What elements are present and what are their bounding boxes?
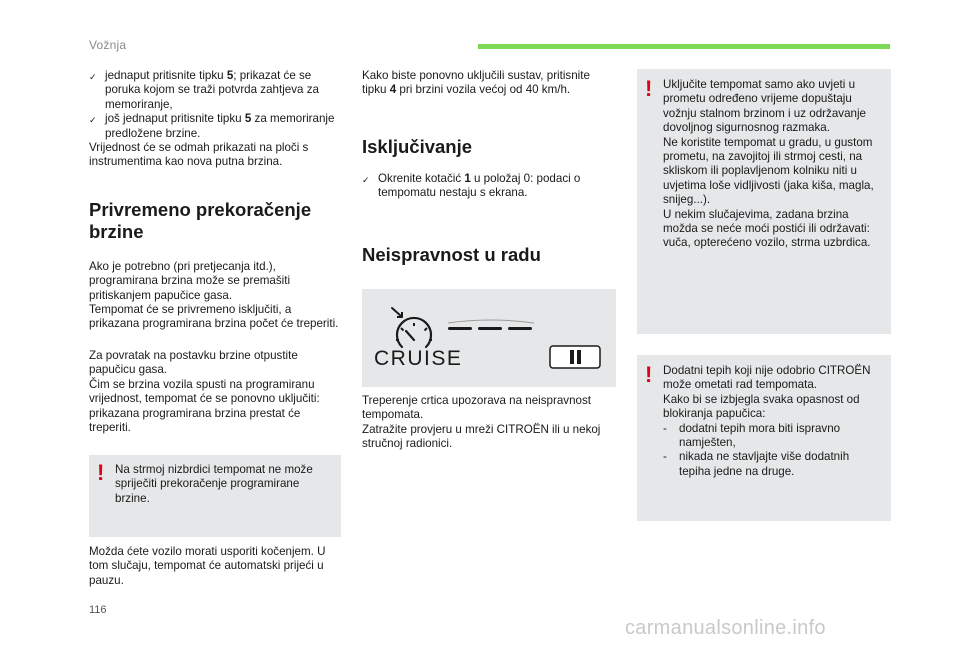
cruise-display-illustration	[362, 289, 616, 387]
column-1	[89, 69, 341, 435]
checkmark-icon: ✓	[89, 115, 97, 126]
cruise-label: CRUISE	[374, 347, 463, 370]
paragraph: Vrijednost će se odmah prikazati na ploči s instrumentima kao nova putna brzina.	[89, 141, 309, 169]
warning-text: Uključite tempomat samo ako uvjeti u prometu određeno vrijeme dopuštaju vožnju stalnom brzinom i uz održavanje dovoljnog sigurnosnog razmaka. Ne koristite tempomat u gradu, u gustom prometu, na zavojitoj ili strmoj cesti, na skliskom ili poplavljenom kolniku niti u uvjetima loše vidljivosti (jaka kiša, magla, snijeg...). U nekim slučajevima, zadana brzina možda se neće moći postići ili održavati: vuča, opterećeno vozilo, strma uzbrdica.	[663, 78, 874, 250]
column-2	[362, 69, 616, 266]
watermark: carmanualsonline.info	[625, 617, 826, 639]
warning-icon: !	[645, 362, 653, 387]
warning-box	[89, 455, 341, 537]
heading-temporary-overspeed: Privremeno prekoračenje brzine	[89, 198, 312, 242]
checkmark-icon: ✓	[89, 72, 97, 82]
paragraph: Kako biste ponovno uključili sustav, pritisnite tipku 4 pri brzini vozila većoj od 40 km/h.	[362, 69, 590, 97]
warning-box	[637, 355, 891, 521]
paragraph: Ako je potrebno (pri pretjecanja itd.), programirana brzina može se premašiti pritiskanjem papučice gasa. Tempomat će se privremeno isključiti, a prikazana programirana brzina počet će treperiti.	[89, 259, 339, 331]
list-item: - dodatni tepih mora biti ispravno namješten,	[663, 421, 841, 450]
paragraph: Možda ćete vozilo morati usporiti kočenjem. U tom slučaju, tempomat će automatski prijeći u pauzu.	[89, 545, 326, 587]
column-2-lower-text	[362, 394, 616, 452]
list-item: ✓ još jednaput pritisnite tipku 5 za memoriranje predložene brzine.	[89, 112, 335, 140]
warning-icon: !	[97, 460, 105, 485]
warning-text: Na strmoj nizbrdici tempomat ne može spriječiti prekoračenje programirane brzine.	[115, 463, 313, 505]
warning-text: Dodatni tepih koji nije odobrio CITROËN može ometati rad tempomata. Kako bi se izbjegla svaka opasnost od blokiranja papučica:	[663, 364, 871, 421]
speedometer-icon	[362, 289, 616, 387]
section-accent-bar	[478, 44, 890, 49]
page-number: 116	[89, 604, 107, 616]
list-item: ✓ jednaput pritisnite tipku 5; prikazat će se poruka kojom se traži potvrda zahtjeva za memoriranje,	[89, 69, 319, 111]
section-title: Vožnja	[89, 38, 127, 52]
warning-box	[637, 69, 891, 334]
column-1-footer-text	[89, 545, 341, 588]
heading-malfunction: Neispravnost u radu	[362, 243, 541, 265]
list-item: - nikada ne stavljajte više dodatnih tepiha jedne na druge.	[663, 450, 850, 478]
checkmark-icon: ✓	[362, 174, 370, 185]
heading-switching-off: Isključivanje	[362, 135, 473, 157]
paragraph: Treperenje crtica upozorava na neispravnost tempomata. Zatražite provjeru u mreži CITROËN ili u nekoj stručnoj radionici.	[362, 394, 601, 451]
list-item: ✓ Okrenite kotačić 1 u položaj 0: podaci o tempomatu nestaju s ekrana.	[362, 171, 581, 200]
paragraph: Za povratak na postavku brzine otpustite papučicu gasa. Čim se brzina vozila spusti na programiranu vrijednost, tempomat će se ponovno uključiti: prikazana programirana brzina prestat će treperiti.	[89, 348, 320, 434]
warning-icon: !	[645, 76, 653, 101]
